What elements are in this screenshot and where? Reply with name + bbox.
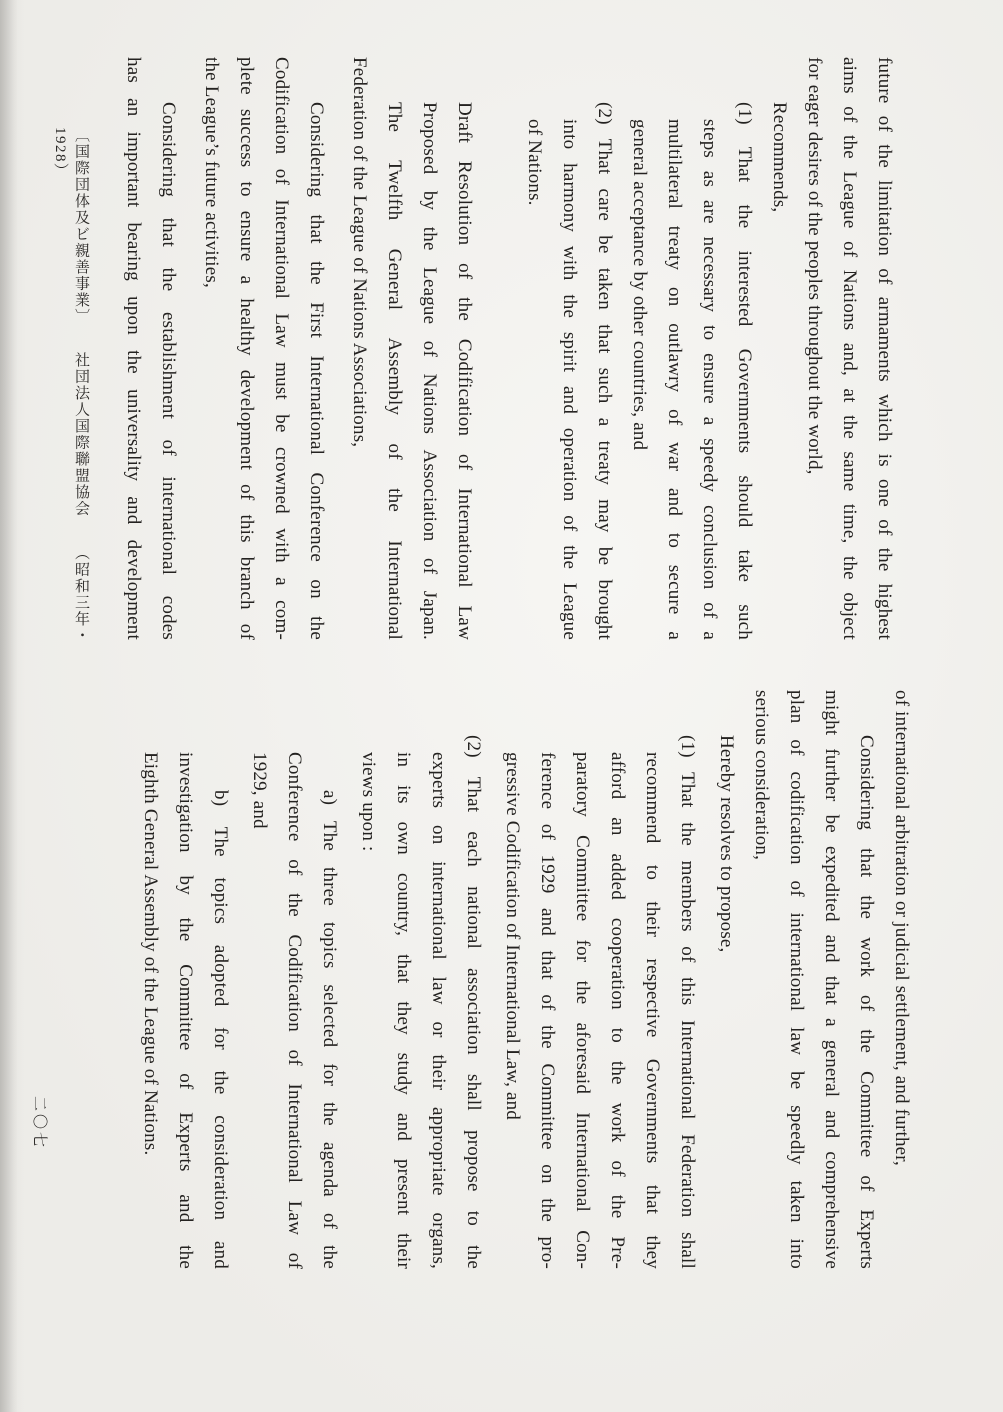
text-line: plete success to ensure a healthy development of this branch of — [236, 57, 257, 640]
text-line: has an important bearing upon the universality and development — [123, 57, 144, 640]
text-line: aims of the League of Nations and, at the same time, the object — [839, 57, 860, 640]
binding-edge-shadow — [0, 0, 18, 1412]
header-bracket-title: 〔国際団体及ビ親善事業〕 — [73, 127, 89, 325]
text-line: (2) That each national association shall propose to the — [463, 735, 484, 1269]
header-organization: 社団法人国際聯盟協会 — [73, 352, 89, 518]
text-line: might further be expedited and that a general and comprehensive — [821, 690, 842, 1269]
english-text-block-bottom — [119, 690, 919, 1269]
english-text-block-top — [92, 57, 902, 640]
text-line: 1929, and — [249, 752, 270, 829]
text-line: views upon : — [358, 752, 379, 852]
text-line: experts on international law or their appropriate organs, — [428, 752, 449, 1269]
page-number: 二〇七 — [31, 1096, 47, 1151]
text-line: Conference of the Codification of International Law of — [284, 752, 305, 1269]
text-line: steps as are necessary to ensure a speedy conclusion of a — [699, 119, 720, 640]
text-line: Federation of the League of Nations Associations, — [349, 57, 370, 448]
header-year-note: （昭和三年・1928） — [52, 127, 89, 644]
text-line: Draft Resolution of the Codification of International Law — [454, 102, 475, 640]
text-line: gressive Codification of International Law, and — [502, 752, 523, 1120]
running-header-japanese — [50, 127, 92, 687]
text-line: into harmony with the spirit and operation of the League — [559, 119, 580, 640]
text-line: in its own country, that they study and present their — [393, 752, 414, 1269]
text-line: general acceptance by other countries, and — [629, 119, 650, 451]
text-line: serious consideration, — [751, 690, 772, 861]
text-line: (1) That the interested Governments should take such — [734, 102, 755, 640]
text-line: the League’s future activities, — [201, 57, 222, 288]
text-line: Considering that the First International Conference on the — [306, 102, 327, 640]
text-line: b) The topics adopted for the consideration and — [210, 790, 231, 1269]
text-line: (2) That care be taken that such a treaty may be brought — [594, 102, 615, 640]
text-line: future of the limitation of armaments which is one of the highest — [874, 57, 895, 640]
text-line: a) The three topics selected for the agenda of the — [319, 790, 340, 1269]
text-line: paratory Committee for the aforesaid International Con- — [572, 752, 593, 1269]
text-line: for eager desires of the peoples throughout the world, — [804, 57, 825, 475]
text-line: Considering that the work of the Committee of Experts — [856, 735, 877, 1269]
text-line: Proposed by the League of Nations Association of Japan. — [419, 102, 440, 640]
text-line: of international arbitration or judicial settlement, and further, — [891, 690, 912, 1166]
text-line: Hereby resolves to propose, — [716, 735, 737, 953]
text-line: (1) That the members of this International Federation shall — [677, 735, 698, 1269]
text-line: plan of codification of international law be speedly taken into — [786, 690, 807, 1269]
text-line: Considering that the establishment of international codes — [158, 102, 179, 640]
text-line: Codification of International Law must be crowned with a com- — [271, 57, 292, 640]
text-line: The Twelfth General Assembly of the International — [384, 102, 405, 640]
text-line: Eighth General Assembly of the League of Nations. — [140, 752, 161, 1156]
text-line: of Nations. — [524, 119, 545, 206]
text-line: ference of 1929 and that of the Committee on the pro- — [537, 752, 558, 1269]
text-line: investigation by the Committee of Experts and the — [175, 752, 196, 1269]
text-line: afford an added cooperation to the work of the Pre- — [607, 752, 628, 1269]
text-line: recommend to their respective Governments that they — [642, 752, 663, 1269]
text-line: Recommends, — [769, 102, 790, 213]
text-line: multilateral treaty on outlawry of war and to secure a — [664, 119, 685, 640]
